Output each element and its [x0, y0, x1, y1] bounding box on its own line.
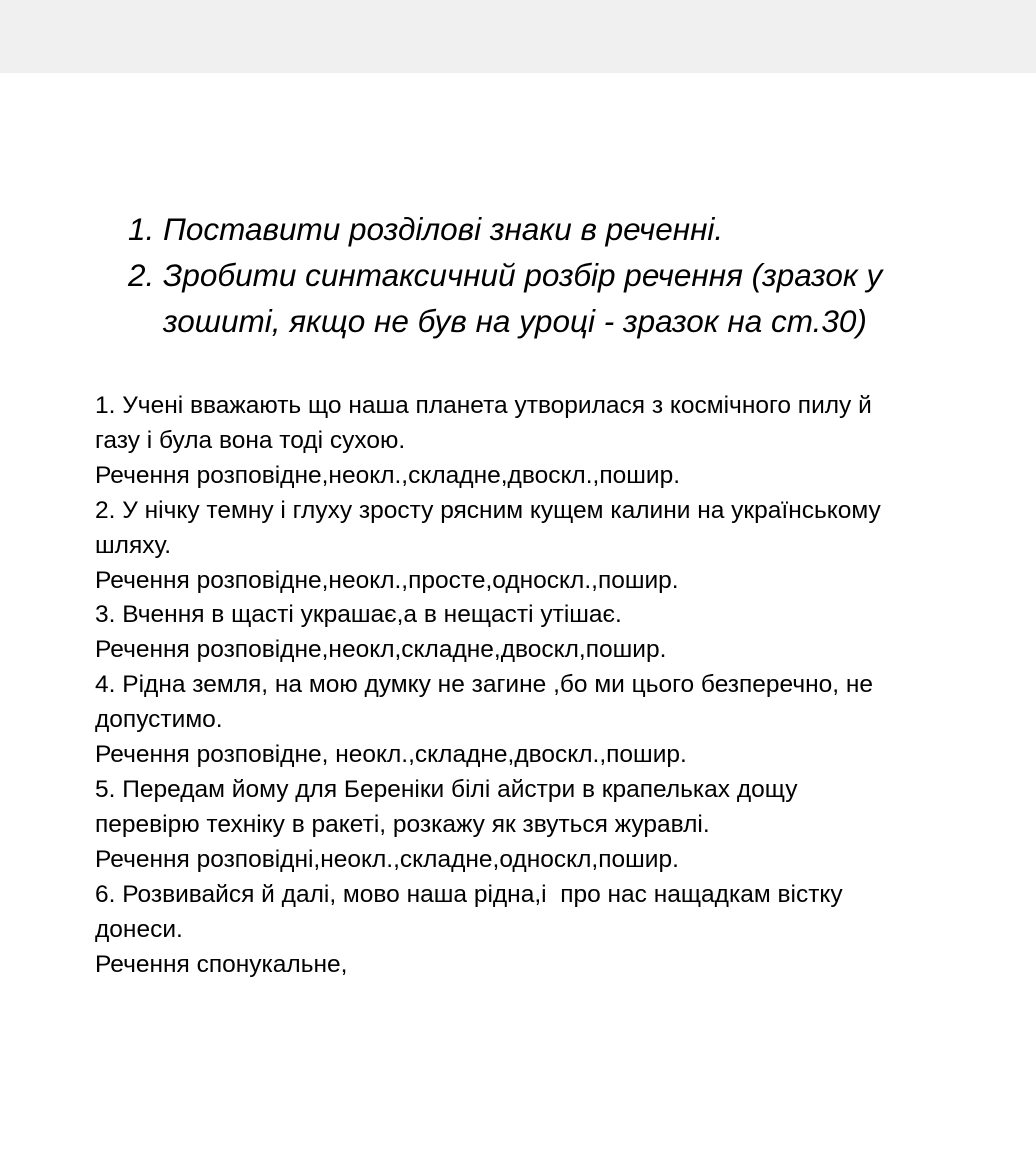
task-number: 2. — [128, 257, 155, 293]
exercise-line: 3. Вчення в щасті украшає,а в нещасті утішає. — [95, 601, 622, 629]
exercise-line: Речення розповідне,неокл.,просте,односкл.,пошир. — [95, 566, 679, 594]
exercise-line: 1. Учені вважають що наша планета утворилася з космічного пилу й — [95, 392, 872, 419]
exercise-line: донеси. — [95, 915, 183, 943]
exercise-line: шляху. — [95, 531, 172, 559]
task-text: Поставити розділові знаки в реченні. — [163, 211, 724, 247]
exercise-text — [95, 389, 995, 982]
exercise-line: Речення розповідне,неокл.,складне,двоскл.,пошир. — [95, 461, 681, 489]
exercise-line: 5. Передам йому для Береніки білі айстри в крапельках дощу — [95, 775, 798, 803]
exercise-line: Речення розповідне, неокл.,складне,двоскл.,пошир. — [95, 741, 687, 769]
exercise-line: Речення спонукальне, — [95, 950, 348, 978]
exercise-line: 4. Рідна земля, на мою думку не загине ,бо ми цього безперечно, не — [95, 671, 874, 699]
exercise-line: Речення розповідне,неокл,складне,двоскл,пошир. — [95, 636, 667, 664]
task-list — [128, 206, 988, 344]
exercise-line: 2. У нічку темну і глуху зросту рясним кущем калини на українському — [95, 496, 881, 524]
task-item — [128, 252, 988, 344]
task-number: 1. — [128, 211, 155, 247]
task-text: Зробити синтаксичний розбір речення (зразок у зошиті, якщо не був на уроці - зразок на ст.30) — [163, 257, 883, 339]
top-bar — [0, 0, 1036, 73]
exercise-line: Речення розповідні,неокл.,складне,односкл,пошир. — [95, 845, 679, 873]
exercise-line: перевірю техніку в ракеті, розкажу як звуться журавлі. — [95, 810, 710, 838]
exercise-line: допустимо. — [95, 706, 223, 734]
exercise-line: 6. Розвивайся й далі, мово наша рідна,і про нас нащадкам вістку — [95, 880, 843, 908]
task-item — [128, 206, 988, 252]
exercise-line: газу і була вона тоді сухою. — [95, 426, 406, 454]
